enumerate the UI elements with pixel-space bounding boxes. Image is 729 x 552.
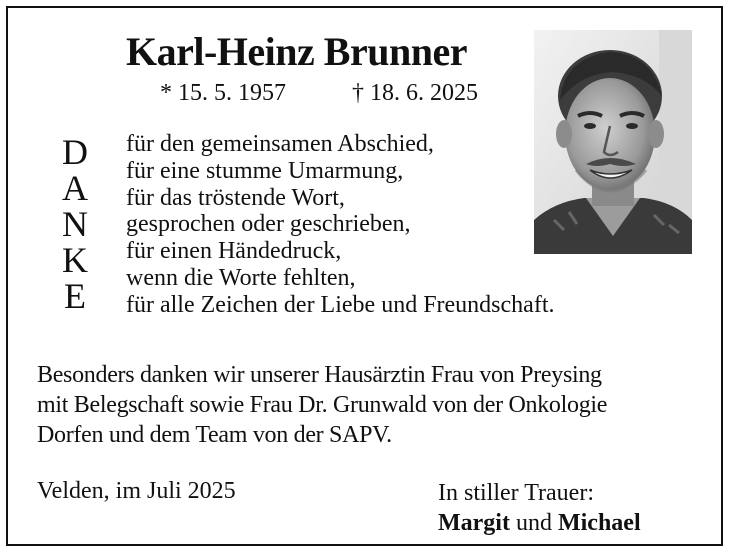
mourner-second: Michael: [557, 510, 641, 536]
place-date: Velden, im Juli 2025: [37, 478, 236, 504]
danke-letter: N: [62, 204, 88, 244]
mourners-names: [438, 508, 641, 538]
special-thanks: [37, 360, 607, 450]
verse-line: wenn die Worte fehlten,: [126, 264, 356, 291]
mourner-first: Margit: [438, 510, 510, 536]
mourning-label: In stiller Trauer:: [438, 480, 594, 506]
danke-letter: E: [64, 276, 86, 316]
deceased-name: Karl-Heinz Brunner: [126, 29, 467, 74]
mourner-connector: und: [509, 510, 558, 536]
special-thanks-line: Dorfen und dem Team von der SAPV.: [37, 422, 392, 448]
death-date: † 18. 6. 2025: [352, 80, 478, 106]
special-thanks-line: Besonders danken wir unserer Hausärztin Frau von Preysing: [37, 362, 602, 388]
danke-letter: D: [62, 132, 88, 172]
birth-date: * 15. 5. 1957: [160, 80, 286, 106]
verse-line: gesprochen oder geschrieben,: [126, 211, 411, 238]
mourners-block: [438, 478, 641, 538]
danke-letter: A: [62, 168, 88, 208]
thanks-verse: [126, 131, 554, 319]
danke-letter: K: [62, 240, 88, 280]
verse-line: für einen Händedruck,: [126, 238, 342, 265]
danke-vertical: [60, 134, 90, 314]
verse-line: für alle Zeichen der Liebe und Freundschaft.: [126, 291, 555, 318]
portrait-photo: [534, 30, 692, 254]
verse-line: für eine stumme Umarmung,: [126, 157, 404, 184]
verse-line: für das tröstende Wort,: [126, 184, 345, 211]
special-thanks-line: mit Belegschaft sowie Frau Dr. Grunwald von der Onkologie: [37, 392, 608, 418]
verse-line: für den gemeinsamen Abschied,: [126, 131, 434, 157]
